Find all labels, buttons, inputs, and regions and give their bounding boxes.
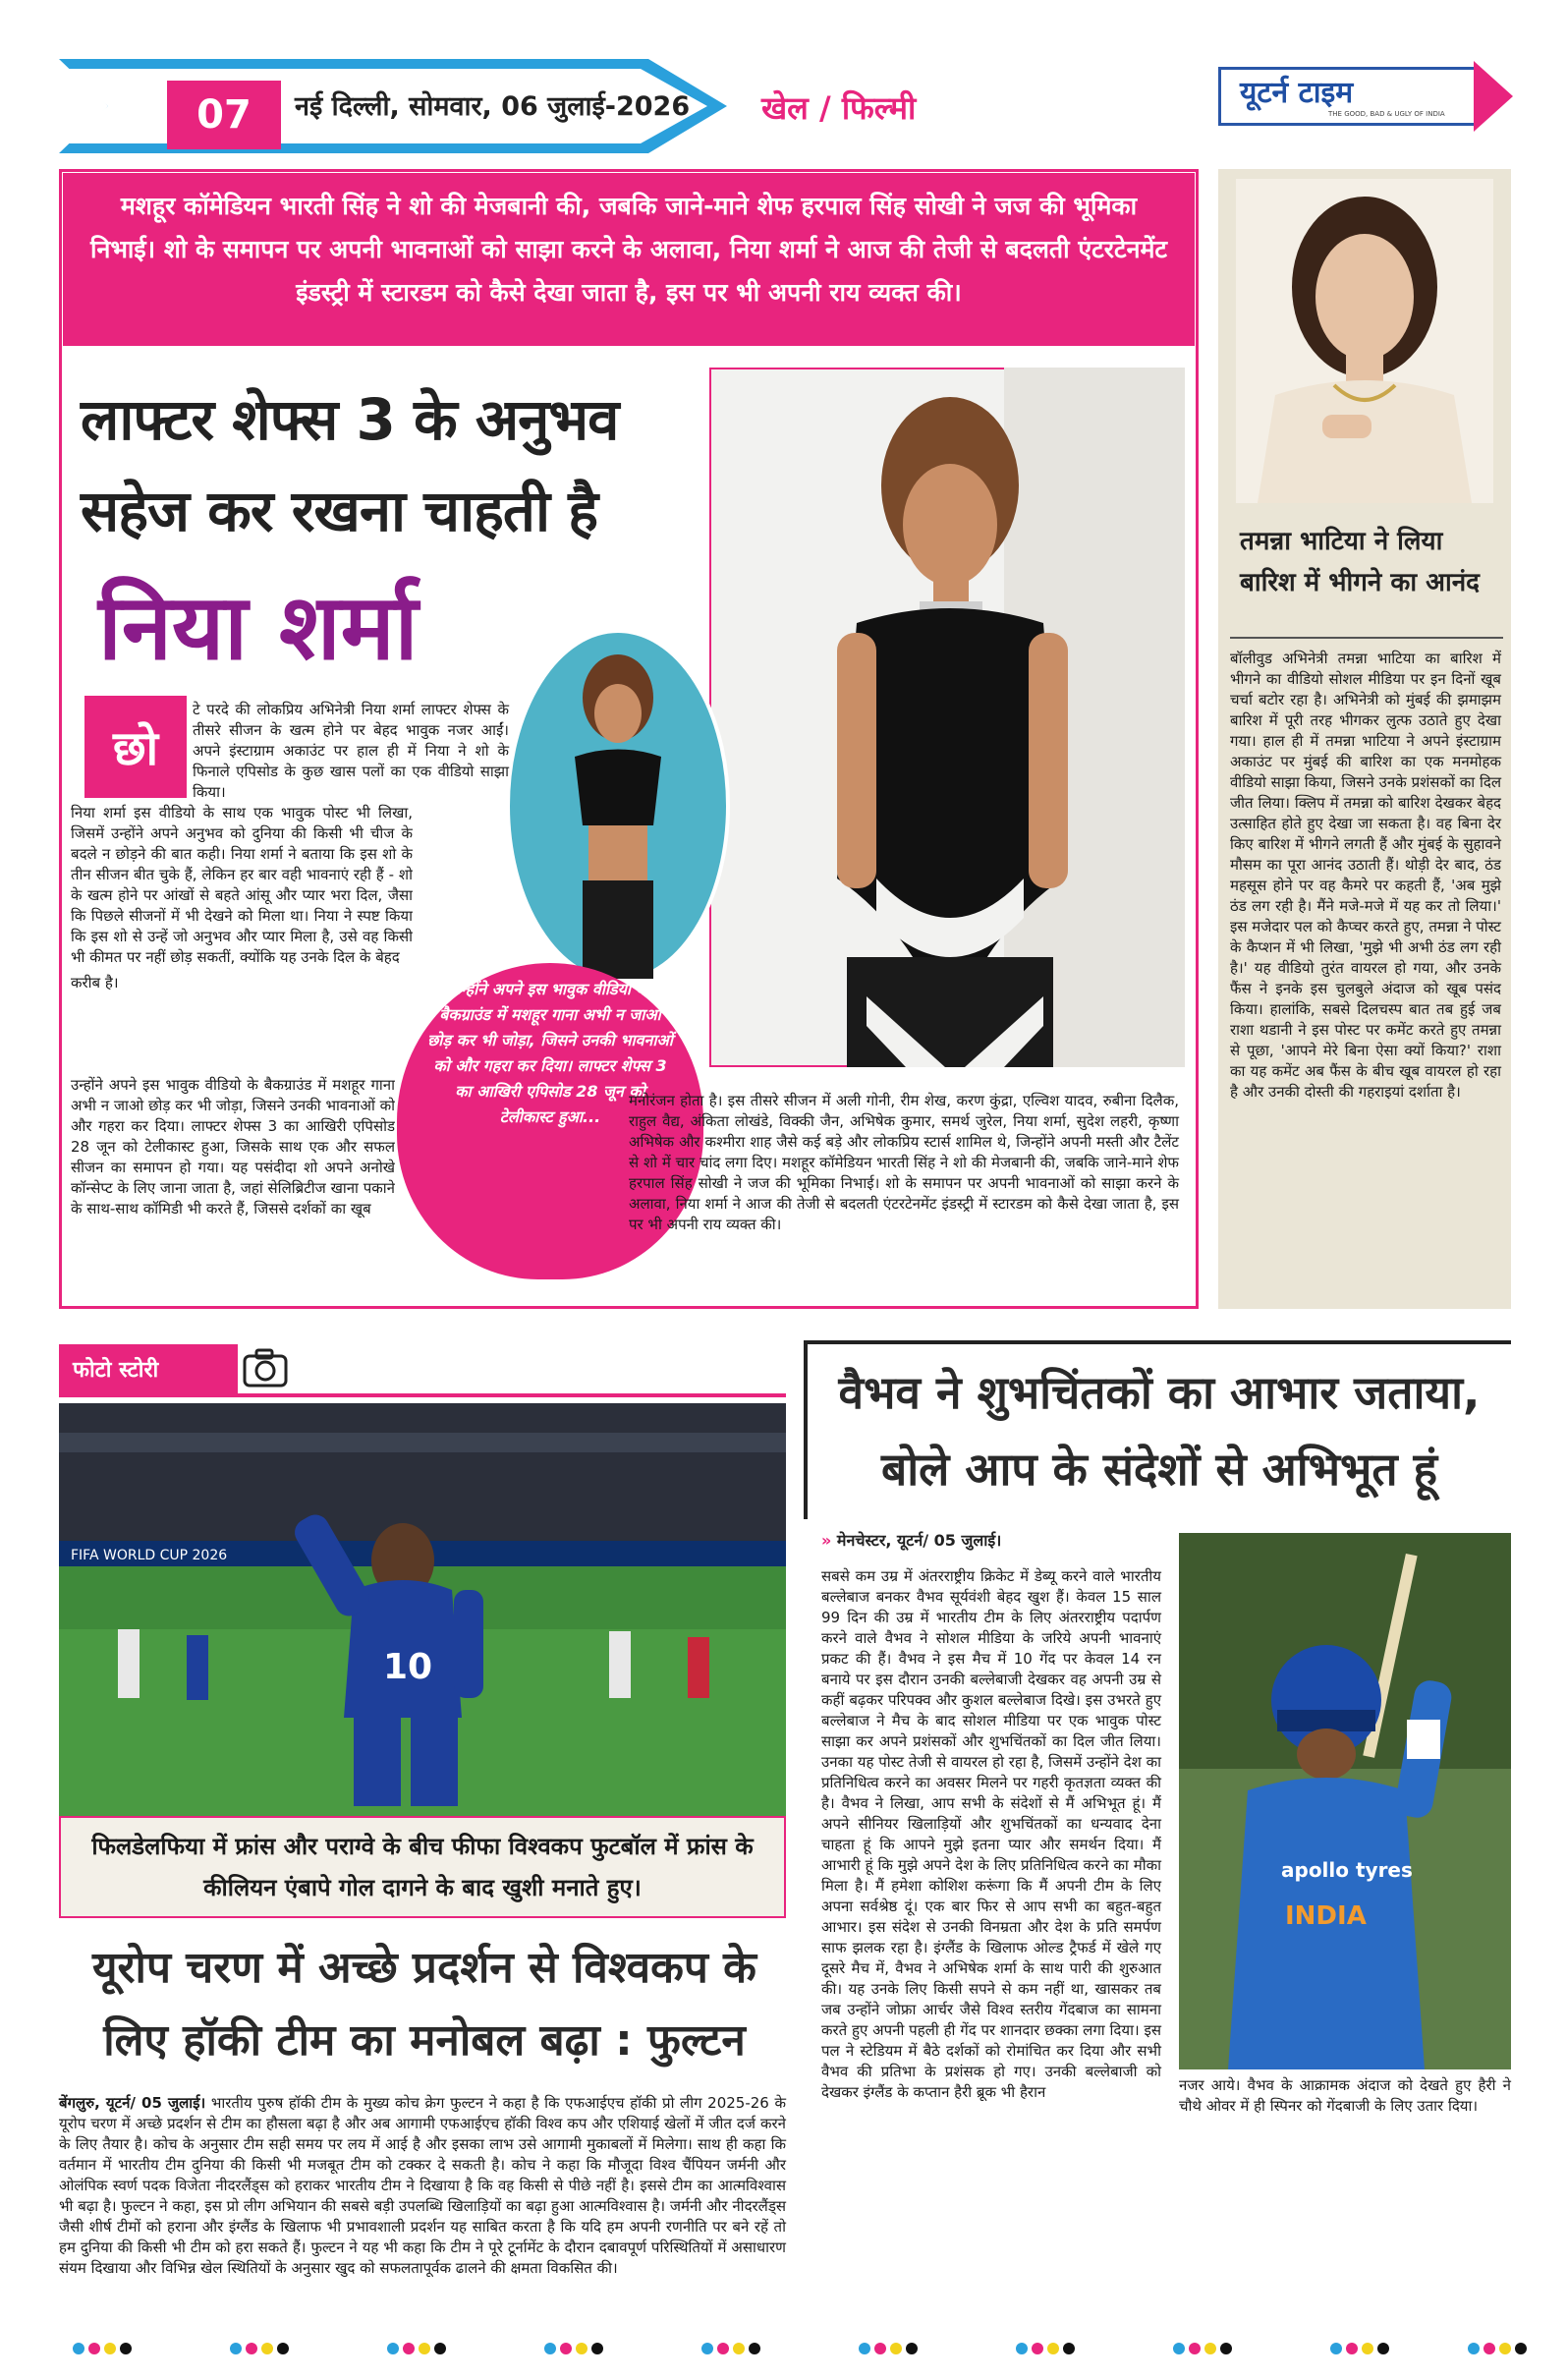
pull-quote: उन्होंने अपने इस भावुक वीडियो के बैकग्राउंड में मशहूर गाना अभी न जाओ छोड़ कर भी जोड़ा, जिसने उनकी भावनाओं को और गहरा कर दिया। लाफ्टर शेफ्स 3 का आखिरी एपिसोड 28 जून को टेलीकास्ट हुआ... — [397, 963, 703, 1279]
nia-sharma-inset-photo — [506, 629, 730, 983]
registration-dot — [120, 2343, 132, 2354]
jersey-number: 10 — [383, 1647, 433, 1687]
registration-dot — [1047, 2343, 1059, 2354]
registration-dot — [1204, 2343, 1216, 2354]
masthead-logo: यूटर्न टाइम — [1240, 76, 1354, 110]
tamannaah-photo — [1236, 179, 1493, 503]
registration-dot — [717, 2343, 729, 2354]
registration-dot — [73, 2343, 84, 2354]
sidebar-divider — [1230, 637, 1503, 639]
registration-dot — [733, 2343, 745, 2354]
photo-story-tab: फोटो स्टोरी — [59, 1344, 238, 1393]
lead-body-b-continued: करीब है। — [71, 974, 119, 992]
registration-dot — [576, 2343, 588, 2354]
sidebar-body: बॉलीवुड अभिनेत्री तमन्ना भाटिया का बारिश में भीगने का वीडियो सोशल मीडिया पर इन दिनों खूब चर्चा बटोर रहा है। अभिनेत्री को मुंबई की झमाझम बारिश में पूरी तरह भीगकर लुत्फ उठाते हुए देखा गया। हाल ही में तमन्ना भाटिया ने अपने इंस्टाग्राम अकाउंट पर मुंबई की बारिश का एक मनमोहक वीडियो साझा किया, जिसने उनके प्रशंसकों का दिल जीत लिया। क्लिप में तमन्ना को बारिश देखकर बेहद उत्साहित होते हुए देखा जा सकता है। वह बिना देर किए बारिश में भीगने लगती हैं और मुंबई के सुहावने मौसम का पूरा आनंद उठाती हैं। थोड़ी देर बाद, ठंड महसूस होने पर वह कैमरे पर कहती हैं, 'अब मुझे ठंड लग रही है। मैंने मजे-मजे में यह कर तो लिया।' इस मजेदार पल को कैप्चर करते हुए, तमन्ना ने पोस्ट के कैप्शन में भी लिखा, 'मुझे भी अभी ठंड लग रही है।' यह वीडियो तुरंत वायरल हो गया, और उनके फैंस ने इनके इस चुलबुले अंदाज को खूब पसंद किया। हालांकि, सबसे दिलचस्प बात तब हुई जब राशा थडानी ने इस पोस्ट पर कमेंट करते हुए तमन्ना से पूछा, 'आपने मेरे बिना ऐसा क्यों किया?' राशा का यह कमेंट अब फैंस के बीच खूब वायरल हो रहा है और उनकी दोस्ती की गहराइयां दर्शाता है। — [1230, 650, 1501, 1101]
vaibhav-jersey-country: INDIA — [1285, 1901, 1367, 1931]
lead-story-intro: मशहूर कॉमेडियन भारती सिंह ने शो की मेजबानी की, जबकि जाने-माने शेफ हरपाल सिंह सोखी ने जज की भूमिका निभाई। शो के समापन पर अपनी भावनाओं को साझा करने के अलावा, निया शर्मा ने आज की तेजी से बदलती एंटरटेनमेंट इंडस्ट्री में स्टारडम को कैसे देखा जाता है, इस पर भी अपनी राय व्यक्त की। — [63, 173, 1195, 346]
registration-dot — [1063, 2343, 1075, 2354]
hockey-text: भारतीय पुरुष हॉकी टीम के मुख्य कोच क्रेग फुल्टन ने कहा है कि एफआईएच हॉकी प्रो लीग 2025-26 के यूरोप चरण में अच्छे प्रदर्शन से टीम का हौसला बढ़ा है और अब आगामी एफआईएच हॉकी विश्व कप और एशियाई खेलों में जीत दर्ज करने के लिए तैयार है। कोच के अनुसार टीम सही समय पर लय में आई है और इसका लाभ उसे आगामी मुकाबलों में मिलेगा। साथ ही कहा कि वर्तमान में भारतीय टीम दुनिया की किसी भी मजबूत टीम को टक्कर दे सकती है। कोच ने कहा कि मौजूदा विश्व चैंपियन जर्मनी और ओलंपिक स्वर्ण पदक विजेता नीदरलैंड्स को हराकर भारतीय टीम ने दिखाया है कि वह किसी से पीछे नहीं है। इससे टीम का आत्मविश्वास भी बढ़ा है। फुल्टन ने कहा, इस प्रो लीग अभियान की सबसे बड़ी उपलब्धि खिलाड़ियों का बढ़ा हुआ आत्मविश्वास है। जर्मनी और नीदरलैंड्स जैसी शीर्ष टीमों को हराना और इंग्लैंड के खिलाफ भी प्रभावशाली प्रदर्शन यह साबित करता है कि यदि हम अपनी रणनीति पर बने रहें तो हम दुनिया की किसी भी टीम को हरा सकते हैं। फुल्टन ने यह भी कहा कि टीम ने पूरे टूर्नामेंट के दौरान दबावपूर्ण परिस्थितियों में असाधारण संयम दिखाया और विभिन्न खेल स्थितियों के अनुसार खुद को सफलतापूर्वक ढालने की क्षमता विकसित की। — [59, 2094, 787, 2277]
vaibhav-dateline — [821, 1529, 1001, 1551]
registration-dot — [403, 2343, 415, 2354]
hockey-dateline: बेंगलुरु, यूटर्न/ 05 जुलाई। — [59, 2094, 206, 2112]
photo-story-rule — [59, 1393, 786, 1397]
vaibhav-jersey-sponsor: apollo tyres — [1281, 1858, 1413, 1882]
vaibhav-headline — [806, 1354, 1513, 1507]
vaibhav-headline-line2: बोले आप के संदेशों से अभिभूत हूं — [880, 1443, 1438, 1496]
registration-dot — [1468, 2343, 1480, 2354]
registration-dot — [1483, 2343, 1495, 2354]
masthead-arrow-icon — [1474, 61, 1513, 132]
camera-icon — [242, 1346, 289, 1389]
registration-dot — [560, 2343, 572, 2354]
lead-headline-line2: सहेज कर रखना चाहती है — [81, 478, 597, 544]
lead-headline-line1: लाफ्टर शेफ्स 3 के अनुभव — [81, 386, 619, 453]
lead-body-d: मनोरंजन होता है। इस तीसरे सीजन में अली गोनी, रीम शेख, करण कुंद्रा, एल्विश यादव, रुबीना दिलैक, राहुल वैद्य, अंकिता लोखंडे, विक्की जैन, अभिषेक कुमार, समर्थ जुरेल, निया शर्मा, सुदेश लहरी, कृष्णा अभिषेक और कश्मीरा शाह जैसे कई बड़े और लोकप्रिय स्टार्स शामिल थे, जिन्होंने अपनी मस्ती और टैलेंट से शो में चार चांद लगा दिए। मशहूर कॉमेडियन भारती सिंह ने शो की मेजबानी की, जबकि जाने-माने शेफ हरपाल सिंह सोखी ने जज की भूमिका निभाई। शो के समापन पर अपनी भावनाओं को साझा करने के अलावा, निया शर्मा ने आज की तेजी से बदलती एंटरटेनमेंट इंडस्ट्री में स्टारडम को कैसे देखा जाता है, इस पर भी अपनी राय व्यक्त की। — [629, 1092, 1179, 1233]
registration-dot — [1499, 2343, 1511, 2354]
hockey-headline: यूरोप चरण में अच्छे प्रदर्शन से विश्वकप के लिए हॉकी टीम का मनोबल बढ़ा : फुल्टन — [92, 1943, 756, 2066]
nia-sharma-photo — [709, 368, 1185, 1067]
registration-dot — [859, 2343, 870, 2354]
print-registration-dots — [0, 2339, 1567, 2358]
registration-dot — [906, 2343, 918, 2354]
lead-body-b: निया शर्मा इस वीडियो के साथ एक भावुक पोस्ट भी लिखा, जिसमें उन्होंने अपने अनुभव को दुनिया की किसी भी चीज के बदले न छोड़ने की बात कही। निया शर्मा ने बताया कि इस शो के तीन सीजन बीत चुके हैं, लेकिन हर बार वही भावनाएं रही हैं - शो के खत्म होने पर आंखों से बहते आंसू और प्यार भरा दिल, जैसा कि पिछले सीजनों में भी देखने को मिला था। निया ने स्पष्ट किया कि इस शो से उन्हें जो अनुभव और प्यार मिला है, उसे वह किसी भी कीमत पर नहीं छोड़ सकतीं, क्योंकि यह उनके दिल के बेहद — [71, 804, 413, 966]
sidebar-headline: तमन्ना भाटिया ने लिया बारिश में भीगने का आनंद — [1240, 527, 1480, 597]
registration-dot — [1032, 2343, 1043, 2354]
registration-dot — [1220, 2343, 1232, 2354]
registration-dot — [387, 2343, 399, 2354]
registration-dot — [1016, 2343, 1028, 2354]
registration-dot — [1330, 2343, 1342, 2354]
registration-dot — [591, 2343, 603, 2354]
page-number: 07 — [167, 81, 281, 149]
registration-dot — [434, 2343, 446, 2354]
masthead-tagline: THE GOOD, BAD & UGLY OF INDIA — [1328, 110, 1445, 118]
lead-headline-name: निया शर्मा — [98, 575, 419, 680]
registration-dot — [890, 2343, 902, 2354]
dateline: नई दिल्ली, सोमवार, 06 जुलाई-2026 — [295, 91, 691, 122]
registration-dot — [1189, 2343, 1201, 2354]
vaibhav-dateline-text: मेनचेस्टर, यूटर्न/ 05 जुलाई। — [836, 1531, 1002, 1550]
registration-dot — [874, 2343, 886, 2354]
registration-dot — [544, 2343, 556, 2354]
registration-dot — [419, 2343, 430, 2354]
registration-dot — [1346, 2343, 1358, 2354]
registration-dot — [277, 2343, 289, 2354]
registration-dot — [230, 2343, 242, 2354]
photo-story-caption: फिलडेलफिया में फ्रांस और पराग्वे के बीच फीफा विश्वकप फुटबॉल में फ्रांस के कीलियन एंबापे गोल दागने के बाद खुशी मनाते हुए। — [59, 1816, 786, 1918]
hockey-body — [59, 2093, 786, 2279]
lead-body-c: उन्होंने अपने इस भावुक वीडियो के बैकग्राउंड में मशहूर गाना अभी न जाओ छोड़ कर भी जोड़ा, जिसने उनकी भावनाओं को और गहरा कर दिया। लाफ्टर शेफ्स 3 का आखिरी एपिसोड 28 जून को टेलीकास्ट हुआ, जिसके साथ एक और सफल सीजन का समापन हो गया। यह पसंदीदा शो अपने अनोखे कॉन्सेप्ट के लिए जाना जाता है, जहां सेलिब्रिटीज खाना पकाने के साथ-साथ कॉमिडी भी करते हैं, जिससे दर्शकों का खूब — [71, 1076, 395, 1218]
vaibhav-body-continued: नजर आये। वैभव के आक्रामक अंदाज को देखते हुए हैरी ने चौथे ओवर में ही स्पिनर को गेंदबाजी के लिए उतार दिया। — [1179, 2076, 1511, 2115]
dropcap: छो — [84, 696, 187, 798]
registration-dot — [88, 2343, 100, 2354]
vaibhav-body: सबसे कम उम्र में अंतरराष्ट्रीय क्रिकेट में डेब्यू करने वाले भारतीय बल्लेबाज बनकर वैभव सूर्यवंशी बेहद खुश हैं। केवल 15 साल 99 दिन की उम्र में भारतीय टीम के लिए अंतरराष्ट्रीय पदार्पण करने वाले वैभव ने सोशल मीडिया के जरिये अपनी भावनाएं प्रकट की हैं। वैभव ने इस मैच में 10 गेंद पर केवल 14 रन बनाये पर इस दौरान उनकी बल्लेबाजी देखकर वह अपनी उम्र से कहीं बढ़कर परिपक्व और कुशल बल्लेबाज दिखे। इस उभरते हुए बल्लेबाज ने मैच के बाद सोशल मीडिया पर एक भावुक पोस्ट साझा कर अपने प्रशंसकों और शुभचिंतकों का दिल जीत लिया। उनका यह पोस्ट तेजी से वायरल हो रहा है, जिसमें उन्होंने देश का प्रतिनिधित्व करने का अवसर मिलने पर गहरी कृतज्ञता व्यक्त की है। वैभव ने लिखा, आप सभी के संदेशों से मैं अभिभूत हूं। मैं अपने सीनियर खिलाड़ियों और शुभचिंतकों का धन्यवाद देना चाहता हूं कि आपने मुझे इतना प्यार और समर्थन दिया। मैं आभारी हूं कि मुझे अपने देश के लिए प्रतिनिधित्व करने का मौका मिला है। मैं हमेशा कोशिश करूंगा कि मैं अपनी टीम के लिए अपना सर्वश्रेष्ठ दूं। एक बार फिर से आप सभी का बहुत-बहुत आभार। इस संदेश से उनकी विनम्रता और देश के प्रति समर्पण साफ झलक रहा है। इंग्लैंड के खिलाफ ओल्ड ट्रैफर्ड में खेले गए दूसरे मैच में, वैभव ने अभिषेक शर्मा के साथ पारी की शुरुआत की। यह उनके लिए किसी सपने से कम नहीं था, खासकर तब जब उन्होंने जोफ्रा आर्चर जैसे विश्व स्तरीय गेंदबाज का सामना करते हुए अपनी पहली ही गेंद पर शानदार छक्का लगा दिया। इस पल ने स्टेडियम में बैठे दर्शकों को रोमांचित कर दिया और सभी वैभव की प्रतिभा के प्रशंसक हो गए। उनकी बल्लेबाजी को देखकर इंग्लैंड के कप्तान हैरी ब्रूक भी हैरान — [821, 1567, 1161, 2101]
registration-dot — [749, 2343, 760, 2354]
registration-dot — [246, 2343, 257, 2354]
section-label: खेल / फिल्मी — [761, 89, 917, 127]
stadium-banner-text: FIFA WORLD CUP 2026 — [71, 1548, 228, 1563]
registration-dot — [1377, 2343, 1389, 2354]
registration-dot — [1173, 2343, 1185, 2354]
dateline-marker-icon: » — [821, 1531, 832, 1550]
mbappe-celebration-photo — [59, 1403, 786, 1818]
registration-dot — [701, 2343, 713, 2354]
lead-body-a: टे परदे की लोकप्रिय अभिनेत्री निया शर्मा लाफ्टर शेफ्स के तीसरे सीजन के खत्म होने पर बेहद भावुक नजर आईं। अपने इंस्टाग्राम अकाउंट पर हाल ही में निया ने शो के फिनाले एपिसोड के कुछ खास पलों का एक वीडियो साझा किया। — [193, 701, 509, 801]
vaibhav-headline-line1: वैभव ने शुभचिंतकों का आभार जताया, — [838, 1366, 1481, 1419]
vaibhav-photo — [1179, 1533, 1511, 2069]
registration-dot — [1362, 2343, 1373, 2354]
registration-dot — [1515, 2343, 1527, 2354]
registration-dot — [104, 2343, 116, 2354]
registration-dot — [261, 2343, 273, 2354]
